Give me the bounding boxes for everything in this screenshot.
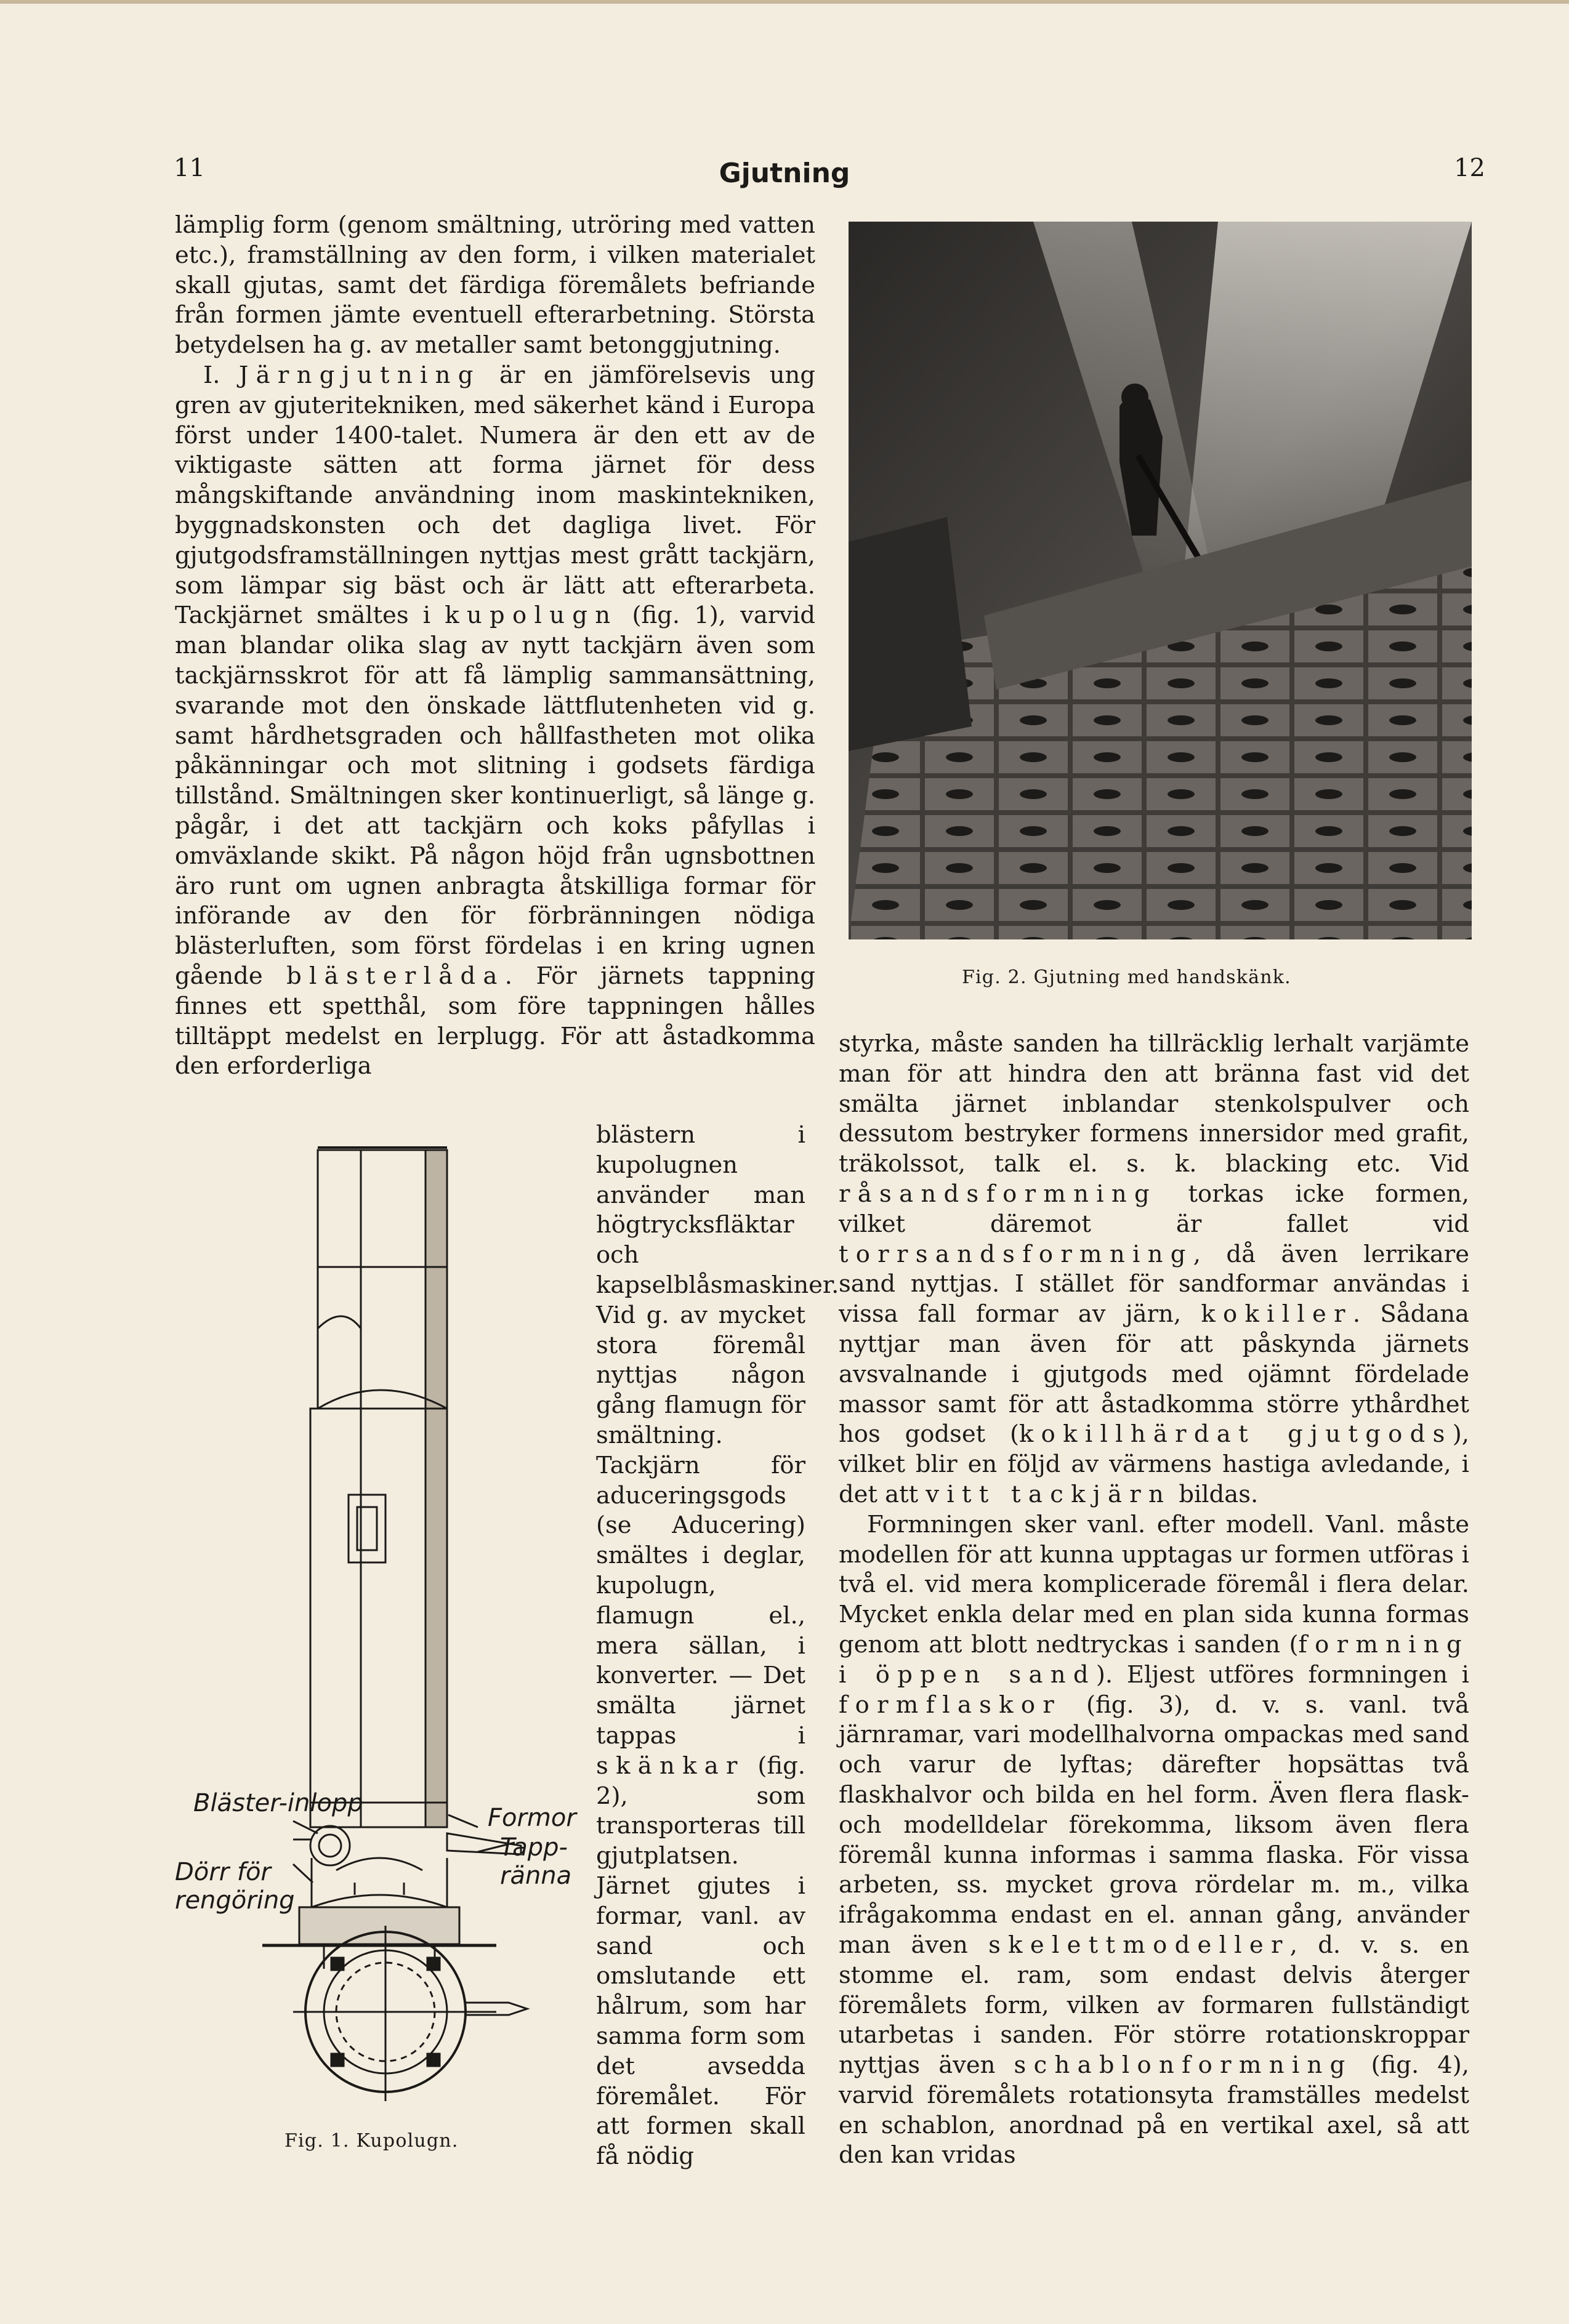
page-edge [0,0,1569,4]
term-blasterlada: blästerlåda [286,962,505,990]
figure-1-caption: Fig. 1. Kupolugn. [284,2130,459,2152]
text-run: ), vilket blir en följd av värmens hastiga avledande, i det att [839,1420,1469,1508]
term-formflaskor: formflaskor [839,1691,1062,1719]
paragraph-formningen [839,1510,1469,2171]
figure-kupolugn-diagram [170,1144,589,2104]
text-run: blästern i kupolugnen använder man högtrycksfläktar och kapselblåsmaskiner. Vid g. av mycket stora föremål nyttjas någon gång flamugn för smältning. Tackjärn för aduceringsgods (se Aducering) smältes i deglar, kupolugn, flamugn el., mera sällan, i konverter. — Det smälta järnet tappas i [596,1121,839,1750]
term-vitt-tackjarn: vitt tackjärn [926,1480,1172,1508]
text-run: torkas icke formen, vilket däremot är fallet vid [839,1180,1469,1238]
label-formor: Formor [488,1804,576,1832]
foundry-photo [849,222,1472,939]
text-run: (fig. 3), d. v. s. vanl. två järnramar, vari modellhalvorna ompackas med sand och varur de lyftas; därefter hopsättas två flaskhalvor och bilda en hel form. Även flera flask- och modelldelar förekomma, liksom även flera föremål kunna informas i samma flaska. För vissa arbeten, ss. mycket grova rördelar m. m., vilka ifrågakomma endast en el. annan gång, använder man även [839,1691,1469,1959]
left-column [175,211,815,1082]
paragraph-jarngjutning [175,361,815,1082]
text-run: . Sådana nyttjar man även för att påskynda järnets avsvalnande i gjutgods med ojämnt fördelade massor samt för att åstadkomma större ythårdhet hos godset ( [839,1300,1470,1449]
figure-2-caption: Fig. 2. Gjutning med handskänk. [962,967,1291,988]
paragraph-intro: lämplig form (genom smältning, utröring med vatten etc.), framställning av den form, i vilken materialet skall gjutas, samt det färdiga föremålets befriande från formen jämte eventuell efterarbetning. Största betydelsen ha g. av metaller samt betonggjutning. [175,211,815,360]
text-run: , d. v. s. en stomme el. ram, som endast delvis återger föremålets form, vilken av formaren fullständigt utarbetas i sanden. För större rotationskroppar nyttjas även [839,1931,1469,2080]
term-kokiller: kokiller [1201,1300,1353,1329]
term-formning-i-oppen-sand: formning i öppen sand [839,1630,1469,1689]
paragraph-sand [839,1029,1469,1510]
text-run: , då även lerrikare sand nyttjas. I stället för sandformar användas i vissa fall formar av järn, [839,1240,1469,1329]
text-run: Formningen sker vanl. efter modell. Vanl. måste modellen för att kunna upptagas ur formen utföras i två el. vid mera komplicerade föremål i flera delar. Mycket enkla delar med en plan sida kunna formas genom att blott nedtryckas i sanden ( [839,1510,1469,1659]
page-number-right: 12 [1454,154,1485,182]
text-run: bildas. [1171,1480,1259,1508]
term-schablonformning: schablonformning [1014,2051,1353,2080]
term-skelettmodeller: skelettmodeller [988,1931,1290,1959]
section-number: I. [203,361,239,389]
term-skankar: skänkar [596,1751,745,1780]
page-number-left: 11 [174,154,205,182]
term-jarngjutning: Järngjutning [238,361,481,389]
text-run: är en jämförelsevis ung gren av gjuteritekniken, med säkerhet känd i Europa först under 1400-talet. Numera är den ett av de viktigaste sätten att forma järnet för dess mångskiftande användning inom maskintekniken, byggnadskonsten och det dagliga livet. För gjutgodsframställningen nyttjas mest grått tackjärn, som lämpar sig bäst och är lätt att efterarbeta. Tackjärnet smältes i [175,361,815,630]
narrow-column [596,1120,839,2172]
right-column [839,1029,1469,2171]
figure-gjutning-photo [849,222,1472,939]
label-tapp-ranna: Tapp-ränna [500,1833,572,1890]
term-torrsandsformning: torrsandsformning [839,1240,1193,1268]
label-dorr-for-rengoring: Dörr för rengöring [175,1858,295,1915]
kupolugn-drawing [170,1144,589,2104]
text-run: styrka, måste sanden ha tillräcklig lerhalt varjämte man för att hindra den att bränna fast vid det smälta järnet inblandar stenkolspulver och dessutom bestryker formens innersidor med grafit, träkolssot, talk el. s. k. blacking etc. Vid [839,1030,1469,1178]
text-run: ). Eljest utföres formningen i [1095,1660,1469,1689]
label-blaster-inlopp: Bläster-inlopp [193,1789,363,1817]
text-run: (fig. 4), varvid föremålets rotationsyta framställes medelst en schablon, anordnad på en vertikal axel, så att den kan vridas [839,2051,1469,2169]
term-kokillhardat-gjutgods: kokillhärdat gjutgods [1019,1420,1453,1449]
running-title: Gjutning [719,158,850,189]
text-run: (fig. 1), varvid man blandar olika slag av nytt tackjärn även som tackjärnsskrot för att få lämplig sammansättning, svarande mot den önskade lättflutenheten vid g. samt hårdhetsgraden och hållfastheten mot olika påkänningar och mot slitning i godsets färdiga tillstånd. Smältningen sker kontinuerligt, så länge g. pågår, i det att tackjärn och koks påfyllas i omväxlande skikt. På någon höjd från ugnsbottnen äro runt om ugnen anbragta åtskilliga formar för införande av den för förbränningen nödiga blästerluften, som först fördelas i en kring ugnen gående [175,601,815,990]
term-rasandsformning: råsandsformning [839,1180,1157,1208]
term-kupolugn: kupolugn [445,601,618,630]
text-run: (fig. 2), som transporteras till gjutplatsen. Järnet gjutes i formar, vanl. av sand och omslutande ett hålrum, som har samma form som det avsedda föremålet. För att formen skall få nödig [596,1751,805,2171]
text-run: . För järnets tappning finnes ett spetthål, som före tappningen hålles tilltäppt medelst en lerplugg. För att åstadkomma den erforderliga [175,962,815,1080]
